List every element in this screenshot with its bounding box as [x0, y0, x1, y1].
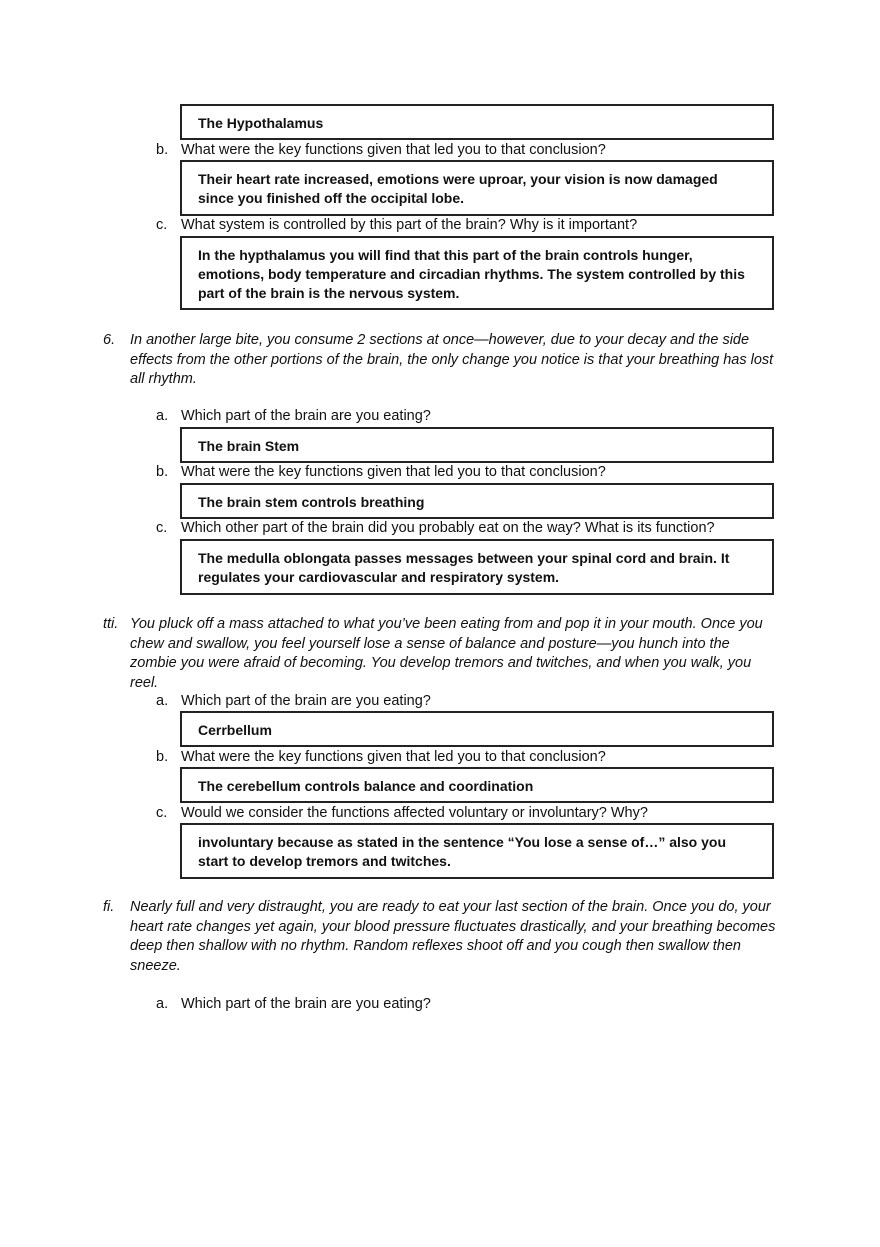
- question-marker: a.: [156, 996, 169, 1012]
- answer-text: The brain Stem: [198, 438, 300, 454]
- question-marker: c.: [156, 217, 168, 233]
- answer-text: Their heart rate increased, emotions were uproar, your vision is now damaged since you finished off the occipital lobe.: [198, 171, 718, 206]
- answer-text: Cerrbellum: [198, 722, 272, 738]
- question-8a: [156, 995, 781, 1014]
- question-text: What were the key functions given that led you to that conclusion?: [181, 464, 606, 480]
- question-7a: [156, 692, 781, 711]
- answer-text: The brain stem controls breathing: [198, 494, 425, 510]
- answer-box-6b[interactable]: [180, 483, 774, 519]
- question-text: What were the key functions given that led you to that conclusion?: [181, 749, 606, 765]
- question-text: What were the key functions given that led you to that conclusion?: [181, 142, 606, 158]
- answer-text: The Hypothalamus: [198, 115, 324, 131]
- answer-text: involuntary because as stated in the sentence “You lose a sense of…” also you start to develop tremors and twitches.: [198, 834, 727, 869]
- answer-box-5a[interactable]: [180, 104, 774, 140]
- answer-text: The cerebellum controls balance and coordination: [198, 778, 534, 794]
- question-text: Would we consider the functions affected voluntary or involuntary? Why?: [181, 805, 648, 821]
- question-marker: c.: [156, 805, 168, 821]
- question-8-prompt: [103, 898, 780, 976]
- question-5b: [156, 141, 781, 160]
- question-7b: [156, 748, 781, 767]
- answer-text: The medulla oblongata passes messages between your spinal cord and brain. It regulates your cardiovascular and respiratory system.: [198, 550, 730, 585]
- question-number: tti.: [103, 616, 119, 632]
- answer-box-7b[interactable]: [180, 767, 774, 803]
- prompt-text: In another large bite, you consume 2 sections at once—however, due to your decay and the side effects from the other portions of the brain, the only change you notice is that your breathing has lost all rhythm.: [130, 332, 774, 387]
- answer-box-5c[interactable]: [180, 236, 774, 310]
- question-text: Which part of the brain are you eating?: [181, 996, 431, 1012]
- question-6a: [156, 407, 781, 426]
- prompt-text: You pluck off a mass attached to what you’ve been eating from and pop it in your mouth. Once you chew and swallow, you feel yourself lose a sense of balance and posture—you hunch into the zombie you were afraid of becoming. You develop tremors and twitches, and when you walk, you reel.: [130, 616, 763, 691]
- question-6b: [156, 463, 781, 482]
- question-6c: [156, 519, 781, 538]
- question-6-prompt: [103, 331, 780, 390]
- answer-box-7c[interactable]: [180, 823, 774, 879]
- answer-text: In the hypthalamus you will find that this part of the brain controls hunger, emotions, body temperature and circadian rhythms. The system controlled by this part of the brain is the nervous system.: [198, 247, 745, 301]
- question-marker: b.: [156, 142, 169, 158]
- answer-box-7a[interactable]: [180, 711, 774, 747]
- question-7-prompt: [103, 615, 780, 693]
- question-7c: [156, 804, 781, 823]
- question-text: What system is controlled by this part of the brain? Why is it important?: [181, 217, 638, 233]
- prompt-text: Nearly full and very distraught, you are ready to eat your last section of the brain. Once you do, your heart rate changes yet again, your blood pressure fluctuates drastically, and your breathing becomes deep then shallow with no rhythm. Random reflexes shoot off and you cough then swallow then sneeze.: [130, 899, 776, 974]
- question-marker: c.: [156, 520, 168, 536]
- answer-box-6c[interactable]: [180, 539, 774, 595]
- question-text: Which part of the brain are you eating?: [181, 408, 431, 424]
- question-number: fi.: [103, 899, 115, 915]
- question-marker: a.: [156, 408, 169, 424]
- question-number: 6.: [103, 332, 116, 348]
- answer-box-6a[interactable]: [180, 427, 774, 463]
- question-text: Which other part of the brain did you probably eat on the way? What is its function?: [181, 520, 715, 536]
- answer-box-5b[interactable]: [180, 160, 774, 216]
- question-marker: b.: [156, 749, 169, 765]
- question-marker: a.: [156, 693, 169, 709]
- question-marker: b.: [156, 464, 169, 480]
- question-5c: [156, 216, 781, 235]
- question-text: Which part of the brain are you eating?: [181, 693, 431, 709]
